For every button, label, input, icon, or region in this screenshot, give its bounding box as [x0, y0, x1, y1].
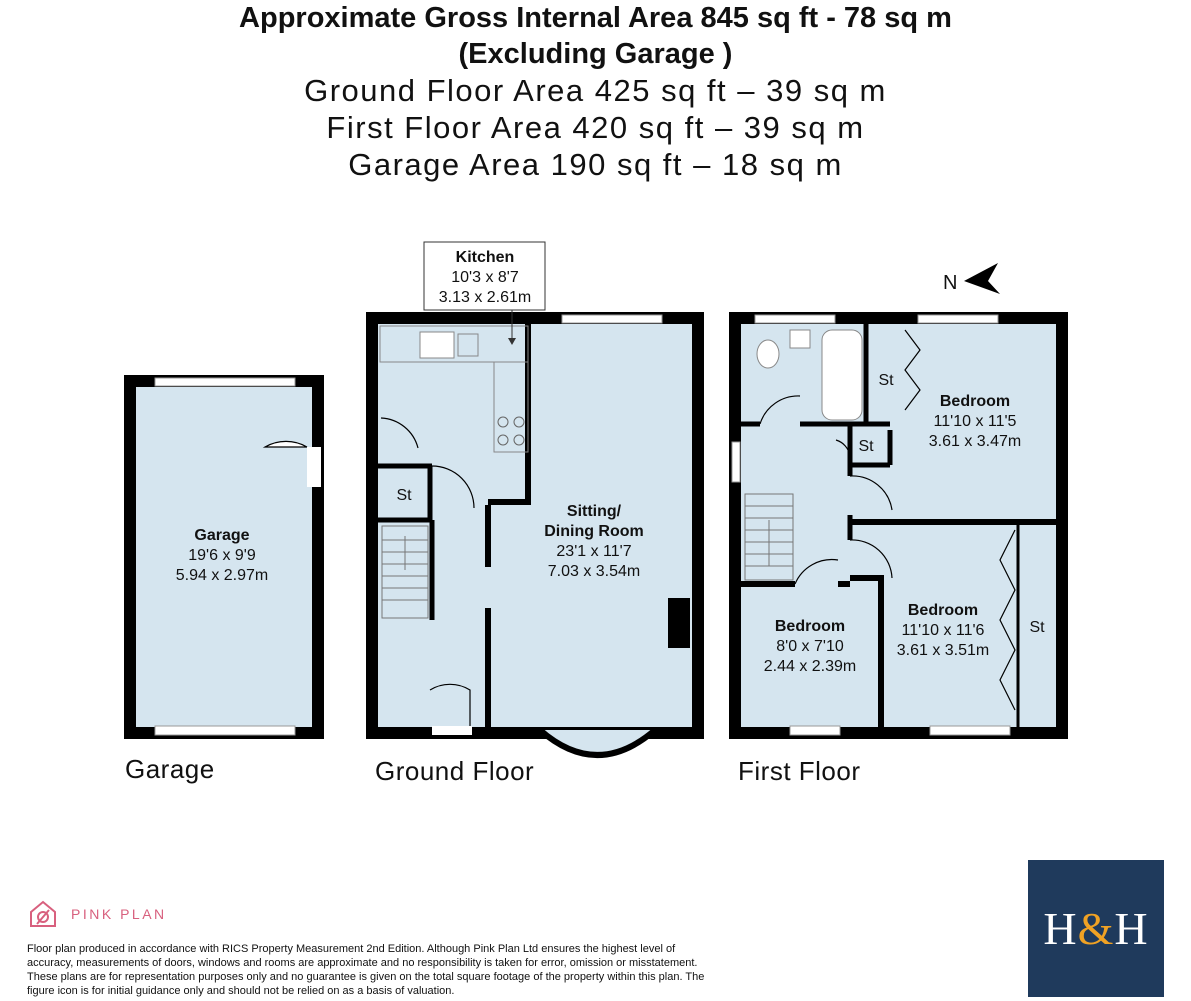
garage-door — [155, 726, 295, 735]
pink-plan-name: PINK PLAN — [71, 906, 167, 922]
plan-subtitle: (Excluding Garage ) — [458, 38, 733, 70]
bedroom-3-name: Bedroom — [907, 602, 979, 619]
first-store-label-1: St — [878, 372, 894, 389]
disclaimer-text: Floor plan produced in accordance with RICS Property Measurement 2nd Edition. Although Pink Plan Ltd ensures the highest level of accuracy, measurements of doors, windows and rooms are approximate and no responsibility is taken for error, omission or misstatement. These plans are for representation purposes only and no guarantee is given on the total square footage of the property within this plan. The figure icon is for initial guidance only and should not be relied on as a basis of valuation. — [27, 943, 705, 997]
kitchen-room-imperial: 10'3 x 8'7 — [451, 269, 519, 286]
garage-room-name: Garage — [194, 527, 250, 544]
compass — [943, 263, 1000, 294]
pink-plan-brand — [27, 898, 167, 930]
bedroom-1-name: Bedroom — [939, 393, 1011, 410]
ground-floor-label: Ground Floor — [375, 756, 535, 786]
garage-side-door-gap — [307, 447, 321, 487]
sitting-room-name-2: Dining Room — [544, 523, 644, 540]
sitting-room-metric: 7.03 x 3.54m — [547, 563, 641, 580]
sitting-room-name-1: Sitting/ — [566, 503, 622, 520]
sitting-window — [562, 315, 662, 323]
first-store-label-2: St — [858, 438, 874, 455]
hh-logo — [1028, 860, 1164, 997]
toilet — [757, 340, 779, 368]
bedroom-1-metric: 3.61 x 3.47m — [928, 433, 1022, 450]
garage-floor-label: Garage — [125, 754, 215, 784]
first-floor-area: First Floor Area 420 sq ft – 39 sq m — [326, 110, 865, 145]
bedroom-2-metric: 2.44 x 2.39m — [763, 658, 857, 675]
fireplace — [668, 598, 690, 648]
bedroom-2-imperial: 8'0 x 7'10 — [776, 638, 844, 655]
kitchen-room-metric: 3.13 x 2.61m — [438, 289, 532, 306]
sitting-room-imperial: 23'1 x 11'7 — [556, 543, 632, 560]
first-floor-label: First Floor — [738, 756, 861, 786]
ground-floor-plan — [372, 315, 698, 755]
garage-area: Garage Area 190 sq ft – 18 sq m — [348, 147, 843, 182]
plan-title: Approximate Gross Internal Area 845 sq ft - 78 sq m — [239, 2, 952, 34]
north-arrow-icon — [964, 263, 1000, 294]
kitchen-room-name: Kitchen — [455, 249, 515, 266]
first-floor-plan — [732, 315, 1062, 735]
garage-room-metric: 5.94 x 2.97m — [175, 567, 269, 584]
bedroom-3-metric: 3.61 x 3.51m — [896, 642, 990, 659]
bath — [822, 330, 862, 420]
bedroom-1-imperial: 11'10 x 11'5 — [933, 413, 1017, 430]
kitchen-sink — [420, 332, 454, 358]
bedroom-3-imperial: 11'10 x 11'6 — [901, 622, 985, 639]
compass-north-label: N — [943, 272, 958, 294]
ground-floor-area: Ground Floor Area 425 sq ft – 39 sq m — [304, 73, 887, 108]
basin — [790, 330, 810, 348]
bedroom-2-name: Bedroom — [774, 618, 846, 635]
ground-store-label: St — [396, 487, 412, 504]
garage-room-imperial: 19'6 x 9'9 — [188, 547, 256, 564]
pink-plan-logo-icon — [27, 898, 59, 930]
garage-window — [155, 378, 295, 386]
first-store-label-3: St — [1029, 619, 1045, 636]
hh-logo-text: H&H — [1043, 903, 1149, 954]
bay-window — [540, 730, 655, 755]
garage-plan — [130, 378, 321, 735]
